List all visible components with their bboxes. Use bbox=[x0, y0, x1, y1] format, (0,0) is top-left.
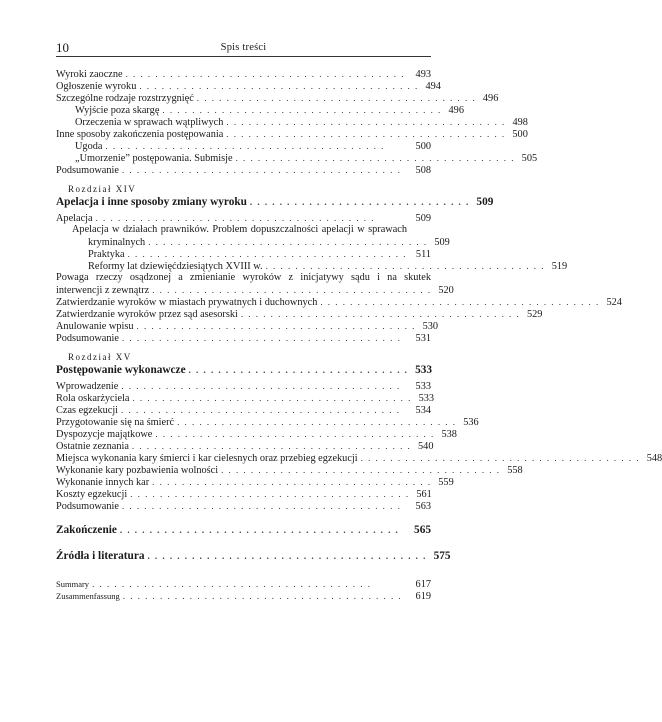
toc-subentry: Reformy lat dziewięćdziesiątych XVIII w. ...................................... 519 bbox=[88, 261, 568, 272]
toc-entry: Podsumowanie ...................................... 531 bbox=[56, 333, 431, 344]
toc-entry: Podsumowanie ...................................... 508 bbox=[56, 165, 431, 176]
toc-entry: Anulowanie wpisu ...................................... 530 bbox=[56, 321, 439, 332]
toc-subentry: Orzeczenia w sprawach wątpliwych ...................................... 498 bbox=[75, 117, 528, 128]
toc-subentry: Praktyka ...................................... 511 bbox=[88, 249, 431, 260]
toc-subentry: „Umorzenie” postępowania. Submisje ...................................... 505 bbox=[75, 153, 538, 164]
toc-subentry: Wyjście poza skargę ...................................... 496 bbox=[75, 105, 464, 116]
header-rule bbox=[56, 56, 431, 57]
running-header bbox=[56, 40, 431, 56]
toc-entry: Summary ...................................... 617 bbox=[56, 579, 431, 590]
chapter-title: Postępowanie wykonawcze .............................. 533 bbox=[56, 364, 433, 376]
toc-entry: Zusammenfassung ...................................... 619 bbox=[56, 591, 431, 602]
page-number: 10 bbox=[56, 40, 69, 55]
running-title: Spis treści bbox=[220, 42, 267, 53]
chapter-number: Rozdział XV bbox=[68, 352, 132, 362]
toc-entry: Wykonanie kary pozbawienia wolności ...................................... 558 bbox=[56, 465, 523, 476]
toc-entry: Miejsca wykonania kary śmierci i kar cielesnych oraz przebieg egzekucji ...................................... 548 bbox=[56, 453, 662, 464]
toc-entry: Szczególne rodzaje rozstrzygnięć ...................................... 496 bbox=[56, 93, 499, 104]
chapter-title: Apelacja i inne sposoby zmiany wyroku .............................. 509 bbox=[56, 196, 494, 208]
toc-entry: Wykonanie innych kar ...................................... 559 bbox=[56, 477, 454, 488]
toc-entry: Rola oskarżyciela ...................................... 533 bbox=[56, 393, 435, 404]
toc-entry: Koszty egzekucji ...................................... 561 bbox=[56, 489, 432, 500]
toc-entry: Dyspozycje majątkowe ...................................... 538 bbox=[56, 429, 457, 440]
chapter-number: Rozdział XIV bbox=[68, 184, 137, 194]
toc-subentry: Ugoda ...................................... 500 bbox=[75, 141, 431, 152]
toc-entry: Ostatnie zeznania ...................................... 540 bbox=[56, 441, 434, 452]
toc-entry: Zatwierdzanie wyroków przez sąd asesorski ...................................... 529 bbox=[56, 309, 543, 320]
toc-entry: Apelacja ...................................... 509 bbox=[56, 213, 431, 224]
toc-major-entry: Zakończenie ...................................... 565 bbox=[56, 524, 431, 536]
toc-entry: Podsumowanie ...................................... 563 bbox=[56, 501, 431, 512]
toc-entry: Czas egzekucji ...................................... 534 bbox=[56, 405, 431, 416]
toc-entry: Inne sposoby zakończenia postępowania ...................................... 500 bbox=[56, 129, 528, 140]
toc-entry: Ogłoszenie wyroku ...................................... 494 bbox=[56, 81, 441, 92]
toc-entry: Wyroki zaoczne ...................................... 493 bbox=[56, 69, 431, 80]
toc-entry: Przygotowanie się na śmierć ...................................... 536 bbox=[56, 417, 479, 428]
toc-entry-multiline: Powaga rzeczy osądzonej a zmienianie wyroków z inicjatywy sądu i na skutek interwencji z zewnątrz ...................................... 520 bbox=[56, 272, 454, 296]
toc-major-entry: Źródła i literatura ...................................... 575 bbox=[56, 550, 451, 562]
toc-subentry-multiline: Apelacja w działach prawników. Problem dopuszczalności apelacji w sprawach kryminalnych ...................................... 509 bbox=[72, 224, 450, 248]
toc-entry: Zatwierdzanie wyroków w miastach prywatnych i duchownych ...................................... 524 bbox=[56, 297, 622, 308]
toc-entry: Wprowadzenie ...................................... 533 bbox=[56, 381, 431, 392]
